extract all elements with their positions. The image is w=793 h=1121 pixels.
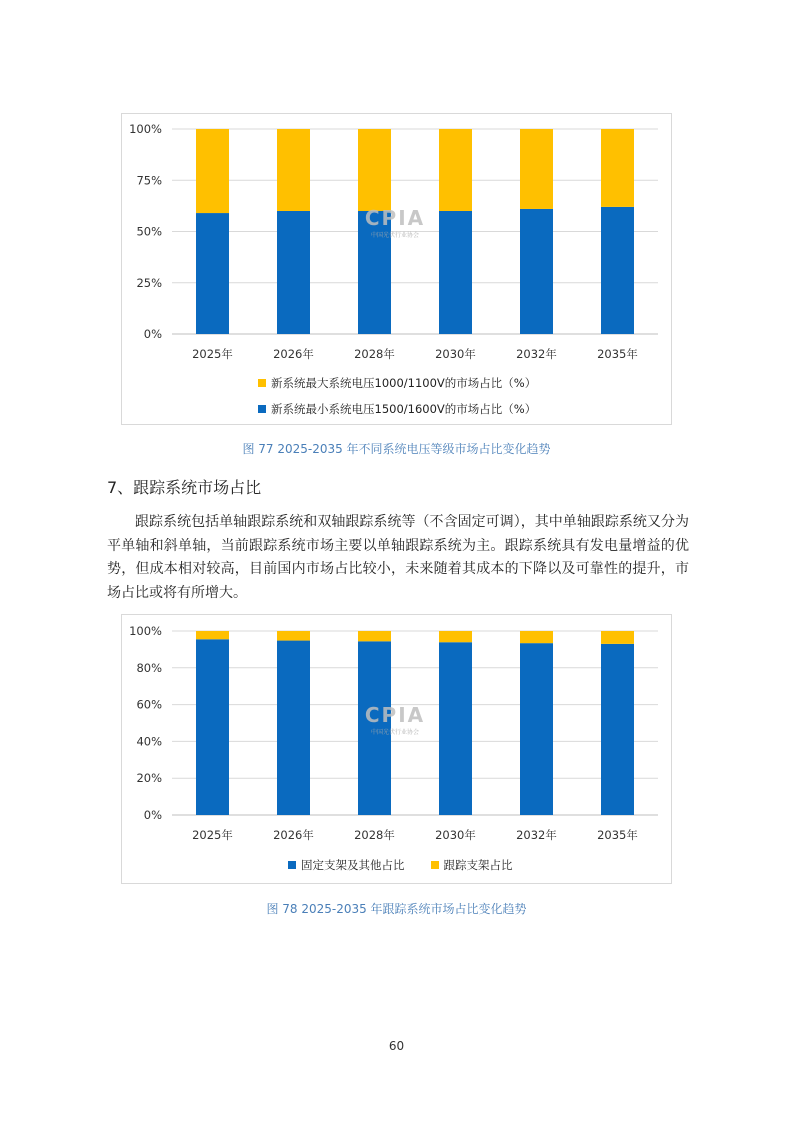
paragraph-text: 跟踪系统包括单轴跟踪系统和双轴跟踪系统等（不含固定可调），其中单轴跟踪系统又分为平单轴和斜单轴，当前跟踪系统市场主要以单轴跟踪系统为主。跟踪系统具有发电量增益的优势，但成本相对较高，目前国内市场占比较小，未来随着其成本的下降以及可靠性的提升，市场占比或将有所增大。 bbox=[107, 514, 689, 601]
chart-tracking-share-plot bbox=[122, 615, 673, 885]
legend-item bbox=[258, 401, 536, 417]
y-tick-label: 100% bbox=[129, 122, 162, 136]
x-tick-label: 2025年 bbox=[192, 347, 233, 361]
x-tick-label: 2035年 bbox=[597, 828, 638, 842]
figure-78-caption: 图 78 2025-2035 年跟踪系统市场占比变化趋势 bbox=[266, 902, 527, 916]
page-number: 60 bbox=[388, 1039, 405, 1053]
legend-item bbox=[288, 857, 405, 873]
bar-segment bbox=[358, 129, 391, 211]
bar-segment bbox=[358, 631, 391, 641]
legend-label: 新系统最大系统电压1000/1100V的市场占比（%） bbox=[271, 376, 537, 390]
x-tick-label: 2032年 bbox=[516, 828, 557, 842]
figure-77-caption: 图 77 2025-2035 年不同系统电压等级市场占比变化趋势 bbox=[242, 442, 551, 456]
legend-label: 固定支架及其他占比 bbox=[301, 858, 405, 872]
x-tick-label: 2026年 bbox=[273, 828, 314, 842]
chart-tracking-share bbox=[121, 614, 672, 884]
legend-swatch bbox=[288, 861, 296, 869]
watermark-org: 中国光伏行业协会 bbox=[370, 232, 419, 239]
bar-segment bbox=[601, 631, 634, 644]
bar-segment bbox=[520, 129, 553, 209]
bar-segment bbox=[358, 211, 391, 334]
bar-segment bbox=[601, 129, 634, 207]
x-tick-label: 2025年 bbox=[192, 828, 233, 842]
watermark-org: 中国光伏行业协会 bbox=[370, 729, 419, 736]
bar-segment bbox=[196, 213, 229, 334]
legend-item bbox=[258, 375, 536, 391]
bar-segment bbox=[196, 129, 229, 213]
legend-swatch bbox=[431, 861, 439, 869]
bar-segment bbox=[277, 211, 310, 334]
legend-swatch bbox=[258, 405, 266, 413]
legend-swatch bbox=[258, 379, 266, 387]
y-tick-label: 0% bbox=[143, 327, 162, 341]
bar-segment bbox=[277, 641, 310, 815]
x-tick-label: 2030年 bbox=[435, 828, 476, 842]
bar-segment bbox=[439, 129, 472, 211]
bar-segment bbox=[439, 631, 472, 642]
section-heading: 7、跟踪系统市场占比 bbox=[107, 478, 262, 497]
bar-segment bbox=[601, 644, 634, 815]
bar-segment bbox=[601, 207, 634, 334]
watermark-logo: CPIA bbox=[364, 206, 426, 230]
y-tick-label: 100% bbox=[129, 624, 162, 638]
bar-segment bbox=[439, 642, 472, 815]
chart-tracking-legend bbox=[288, 857, 513, 873]
y-tick-label: 75% bbox=[136, 173, 162, 188]
bar-segment bbox=[277, 129, 310, 211]
x-tick-label: 2026年 bbox=[273, 347, 314, 361]
x-tick-label: 2028年 bbox=[354, 828, 395, 842]
chart-voltage-share bbox=[121, 113, 672, 425]
y-tick-label: 60% bbox=[136, 697, 162, 712]
y-tick-label: 50% bbox=[136, 224, 162, 239]
x-tick-label: 2028年 bbox=[354, 347, 395, 361]
y-tick-label: 40% bbox=[136, 734, 162, 749]
y-tick-label: 25% bbox=[136, 275, 162, 290]
chart-voltage-legend bbox=[258, 375, 536, 417]
y-tick-label: 80% bbox=[136, 660, 162, 675]
x-tick-label: 2030年 bbox=[435, 347, 476, 361]
x-tick-label: 2035年 bbox=[597, 347, 638, 361]
bar-segment bbox=[196, 631, 229, 639]
bar-segment bbox=[520, 643, 553, 815]
y-tick-label: 20% bbox=[136, 771, 162, 786]
x-tick-label: 2032年 bbox=[516, 347, 557, 361]
legend-label: 新系统最小系统电压1500/1600V的市场占比（%） bbox=[271, 402, 537, 416]
bar-segment bbox=[520, 209, 553, 334]
watermark-logo: CPIA bbox=[364, 703, 426, 727]
bar-segment bbox=[196, 639, 229, 815]
bar-segment bbox=[358, 641, 391, 815]
bar-segment bbox=[277, 631, 310, 641]
legend-item bbox=[431, 857, 513, 873]
y-tick-label: 0% bbox=[143, 808, 162, 822]
legend-label: 跟踪支架占比 bbox=[443, 858, 513, 872]
bar-segment bbox=[520, 631, 553, 643]
bar-segment bbox=[439, 211, 472, 334]
body-paragraph bbox=[107, 511, 689, 605]
